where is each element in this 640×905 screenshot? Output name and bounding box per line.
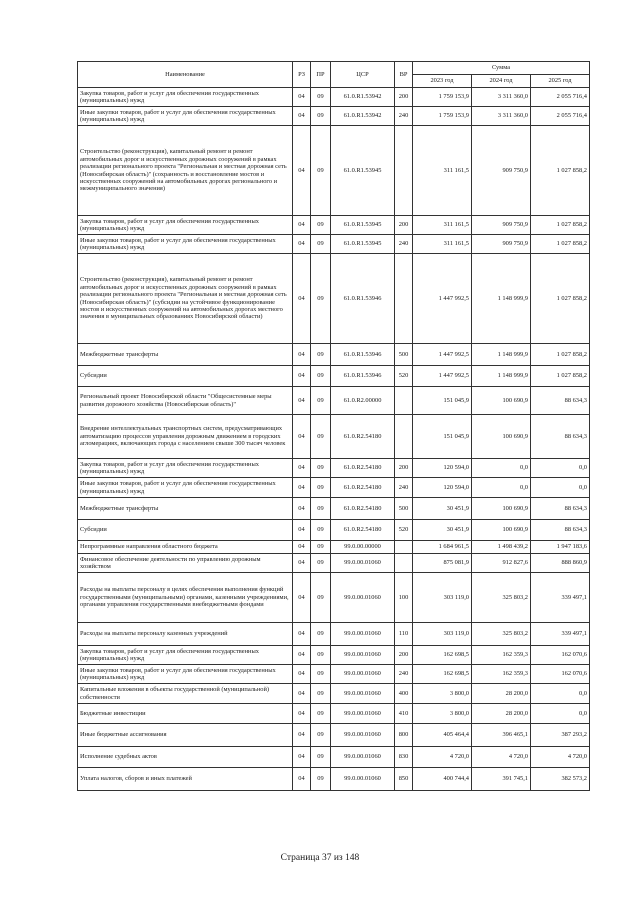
row-value-2024: 1 148 999,9 [472,366,531,387]
header-csr: ЦСР [331,62,395,88]
table-row [78,387,590,415]
row-name: Закупка товаров, работ и услуг для обеспечения государственных (муниципальных) нужд [78,88,293,107]
row-rz: 04 [293,554,311,573]
table-row [78,747,590,768]
row-vr: 410 [395,704,413,724]
row-rz: 04 [293,684,311,704]
row-value-2023: 30 451,9 [413,498,472,520]
row-value-2024: 3 311 360,0 [472,88,531,107]
row-csr: 99.0.00.01060 [331,623,395,646]
row-value-2025: 1 027 858,2 [531,126,590,216]
row-csr: 61.0.R1.53942 [331,88,395,107]
row-pr: 09 [311,724,331,747]
row-value-2025: 88 634,3 [531,415,590,459]
row-vr [395,126,413,216]
row-name: Иные закупки товаров, работ и услуг для обеспечения государственных (муниципальных) нужд [78,235,293,254]
row-value-2023: 162 698,5 [413,646,472,665]
row-value-2023: 311 161,5 [413,216,472,235]
row-csr: 61.0.R2.54180 [331,478,395,498]
row-pr: 09 [311,704,331,724]
row-value-2024: 909 750,9 [472,216,531,235]
table-row [78,768,590,791]
row-pr: 09 [311,623,331,646]
row-value-2024: 912 827,6 [472,554,531,573]
row-csr: 61.0.R2.54180 [331,498,395,520]
row-value-2025: 1 947 183,6 [531,541,590,554]
row-rz: 04 [293,344,311,366]
row-rz: 04 [293,541,311,554]
row-value-2023: 405 464,4 [413,724,472,747]
row-value-2024: 1 148 999,9 [472,344,531,366]
table-row [78,498,590,520]
table-row [78,554,590,573]
row-value-2025: 1 027 858,2 [531,344,590,366]
row-rz: 04 [293,254,311,344]
row-csr: 61.0.R1.53946 [331,254,395,344]
row-value-2025: 387 293,2 [531,724,590,747]
row-csr: 99.0.00.01060 [331,684,395,704]
row-rz: 04 [293,646,311,665]
row-value-2024: 1 148 999,9 [472,254,531,344]
row-value-2025: 88 634,3 [531,387,590,415]
row-pr: 09 [311,573,331,623]
header-2024: 2024 год [472,75,531,88]
row-csr: 99.0.00.01060 [331,768,395,791]
row-name: Исполнение судебных актов [78,747,293,768]
row-value-2025: 88 634,3 [531,498,590,520]
row-rz: 04 [293,520,311,541]
row-value-2023: 151 045,9 [413,415,472,459]
row-vr: 240 [395,665,413,684]
row-value-2024: 100 690,9 [472,498,531,520]
row-value-2023: 303 119,0 [413,623,472,646]
row-name: Строительство (реконструкция), капитальный ремонт и ремонт автомобильных дорог и искусственных дорожных сооружений в рамках реализации регионального проекта "Региональная и местная дорожная сеть (Новосибирская область)" (сохранность и восстановление мостов и искусственных сооружений на автомобильных дорогах регионального и межмуниципального значения) [78,126,293,216]
row-value-2023: 30 451,9 [413,520,472,541]
row-pr: 09 [311,88,331,107]
row-value-2024: 4 720,0 [472,747,531,768]
row-csr: 99.0.00.01060 [331,573,395,623]
row-value-2024: 100 690,9 [472,387,531,415]
header-name: Наименование [78,62,293,88]
row-vr: 240 [395,478,413,498]
row-csr: 61.0.R2.54180 [331,415,395,459]
row-pr: 09 [311,254,331,344]
page-number: Страница 37 из 148 [280,853,360,863]
table-row [78,88,590,107]
row-csr: 61.0.R1.53945 [331,126,395,216]
row-csr: 61.0.R1.53945 [331,216,395,235]
row-name: Расходы на выплаты персоналу в целях обеспечения выполнения функций государственными (муниципальными) органами, казенными учреждениями, органами управления государственными внебюджетными фондами [78,573,293,623]
row-pr: 09 [311,554,331,573]
row-value-2023: 303 119,0 [413,573,472,623]
row-name: Строительство (реконструкция), капитальный ремонт и ремонт автомобильных дорог и искусственных дорожных сооружений в рамках реализации регионального проекта "Региональная и местная дорожная сеть (Новосибирская область)" (субсидии на устойчивое функционирование мостов и искусственных сооружений на автомобильных дорогах местного значения в муниципальных образованиях Новосибирской области) [78,254,293,344]
row-name: Капитальные вложения в объекты государственной (муниципальной) собственности [78,684,293,704]
row-vr: 800 [395,724,413,747]
row-value-2024: 325 803,2 [472,573,531,623]
row-csr: 99.0.00.01060 [331,747,395,768]
row-pr: 09 [311,459,331,478]
row-pr: 09 [311,541,331,554]
table-row [78,573,590,623]
table-row [78,344,590,366]
table-row [78,623,590,646]
row-value-2023: 311 161,5 [413,126,472,216]
row-vr [395,554,413,573]
row-name: Расходы на выплаты персоналу казенных учреждений [78,623,293,646]
row-value-2024: 100 690,9 [472,415,531,459]
header-rz: РЗ [293,62,311,88]
row-csr: 99.0.00.00000 [331,541,395,554]
table-row [78,520,590,541]
row-csr: 99.0.00.01060 [331,704,395,724]
row-vr [395,415,413,459]
table-row [78,235,590,254]
row-value-2025: 0,0 [531,478,590,498]
row-vr: 240 [395,235,413,254]
row-value-2025: 88 634,3 [531,520,590,541]
row-value-2024: 909 750,9 [472,126,531,216]
row-csr: 61.0.R1.53946 [331,344,395,366]
row-pr: 09 [311,235,331,254]
row-value-2023: 1 759 153,9 [413,107,472,126]
table-row [78,107,590,126]
row-value-2025: 0,0 [531,704,590,724]
row-name: Иные закупки товаров, работ и услуг для обеспечения государственных (муниципальных) нужд [78,478,293,498]
row-value-2023: 120 594,0 [413,478,472,498]
row-csr: 99.0.00.01060 [331,665,395,684]
row-value-2023: 4 720,0 [413,747,472,768]
row-value-2025: 162 070,6 [531,665,590,684]
row-rz: 04 [293,768,311,791]
row-name: Иные закупки товаров, работ и услуг для обеспечения государственных (муниципальных) нужд [78,107,293,126]
row-pr: 09 [311,747,331,768]
row-pr: 09 [311,126,331,216]
row-vr: 830 [395,747,413,768]
row-rz: 04 [293,126,311,216]
row-csr: 61.0.R2.00000 [331,387,395,415]
row-rz: 04 [293,704,311,724]
row-vr [395,387,413,415]
row-vr: 520 [395,366,413,387]
row-value-2025: 0,0 [531,459,590,478]
row-value-2024: 162 359,3 [472,665,531,684]
row-csr: 99.0.00.01060 [331,646,395,665]
row-csr: 61.0.R2.54180 [331,459,395,478]
table-body [78,88,590,791]
row-pr: 09 [311,366,331,387]
row-value-2023: 3 800,0 [413,704,472,724]
row-vr: 110 [395,623,413,646]
row-rz: 04 [293,216,311,235]
row-value-2024: 162 359,3 [472,646,531,665]
row-value-2023: 3 800,0 [413,684,472,704]
row-value-2025: 339 497,1 [531,623,590,646]
row-value-2024: 3 311 360,0 [472,107,531,126]
row-rz: 04 [293,498,311,520]
table-row [78,459,590,478]
table-row [78,415,590,459]
header-pr: ПР [311,62,331,88]
row-name: Непрограммные направления областного бюджета [78,541,293,554]
row-value-2024: 909 750,9 [472,235,531,254]
row-name: Внедрение интеллектуальных транспортных систем, предусматривающих автоматизацию процессов управления дорожным движением в городских агломерациях, включающих города с населением свыше 300 тысяч человек [78,415,293,459]
row-pr: 09 [311,646,331,665]
row-vr [395,254,413,344]
row-value-2025: 382 573,2 [531,768,590,791]
row-pr: 09 [311,344,331,366]
row-value-2025: 1 027 858,2 [531,235,590,254]
row-value-2025: 1 027 858,2 [531,254,590,344]
table-row [78,126,590,216]
row-csr: 99.0.00.01060 [331,724,395,747]
row-pr: 09 [311,684,331,704]
row-rz: 04 [293,366,311,387]
row-vr: 500 [395,344,413,366]
row-value-2023: 875 081,9 [413,554,472,573]
row-value-2023: 120 594,0 [413,459,472,478]
row-name: Межбюджетные трансферты [78,498,293,520]
row-vr: 400 [395,684,413,704]
row-value-2023: 162 698,5 [413,665,472,684]
row-csr: 61.0.R1.53946 [331,366,395,387]
row-name: Закупка товаров, работ и услуг для обеспечения государственных (муниципальных) нужд [78,216,293,235]
table-row [78,665,590,684]
table-row [78,541,590,554]
row-value-2024: 0,0 [472,478,531,498]
header-sum: Сумма [413,62,590,75]
row-pr: 09 [311,107,331,126]
row-value-2024: 28 200,0 [472,704,531,724]
row-value-2024: 396 465,1 [472,724,531,747]
row-vr: 240 [395,107,413,126]
table-row [78,254,590,344]
row-vr: 100 [395,573,413,623]
row-name: Субсидии [78,366,293,387]
row-csr: 61.0.R2.54180 [331,520,395,541]
row-value-2025: 162 070,6 [531,646,590,665]
row-value-2023: 1 447 992,5 [413,366,472,387]
row-name: Закупка товаров, работ и услуг для обеспечения государственных (муниципальных) нужд [78,646,293,665]
table-row [78,684,590,704]
row-value-2023: 311 161,5 [413,235,472,254]
row-value-2023: 151 045,9 [413,387,472,415]
table-row [78,366,590,387]
row-vr: 200 [395,88,413,107]
row-value-2025: 0,0 [531,684,590,704]
row-pr: 09 [311,498,331,520]
row-pr: 09 [311,387,331,415]
row-rz: 04 [293,235,311,254]
budget-table [77,61,590,791]
row-rz: 04 [293,415,311,459]
row-rz: 04 [293,747,311,768]
row-pr: 09 [311,415,331,459]
row-value-2025: 2 055 716,4 [531,107,590,126]
row-vr: 850 [395,768,413,791]
row-vr [395,541,413,554]
row-name: Финансовое обеспечение деятельности по управлению дорожным хозяйством [78,554,293,573]
table-row [78,216,590,235]
row-csr: 99.0.00.01060 [331,554,395,573]
table-row [78,724,590,747]
row-rz: 04 [293,88,311,107]
row-value-2025: 1 027 858,2 [531,216,590,235]
row-rz: 04 [293,387,311,415]
row-pr: 09 [311,520,331,541]
row-value-2024: 391 745,1 [472,768,531,791]
row-name: Региональный проект Новосибирской области "Общесистемные меры развития дорожного хозяйства (Новосибирская область)" [78,387,293,415]
header-2025: 2025 год [531,75,590,88]
row-value-2023: 1 684 961,5 [413,541,472,554]
row-value-2024: 100 690,9 [472,520,531,541]
row-rz: 04 [293,478,311,498]
row-rz: 04 [293,459,311,478]
row-value-2023: 1 447 992,5 [413,344,472,366]
row-name: Иные бюджетные ассигнования [78,724,293,747]
row-rz: 04 [293,724,311,747]
row-rz: 04 [293,665,311,684]
table-row [78,646,590,665]
row-value-2024: 325 803,2 [472,623,531,646]
row-rz: 04 [293,107,311,126]
row-value-2025: 2 055 716,4 [531,88,590,107]
row-vr: 500 [395,498,413,520]
row-pr: 09 [311,665,331,684]
row-csr: 61.0.R1.53942 [331,107,395,126]
row-value-2025: 339 497,1 [531,573,590,623]
header-vr: ВР [395,62,413,88]
row-pr: 09 [311,768,331,791]
row-name: Бюджетные инвестиции [78,704,293,724]
row-csr: 61.0.R1.53945 [331,235,395,254]
table-row [78,704,590,724]
row-value-2023: 1 447 992,5 [413,254,472,344]
row-value-2025: 4 720,0 [531,747,590,768]
row-value-2024: 1 498 439,2 [472,541,531,554]
row-rz: 04 [293,623,311,646]
header-2023: 2023 год [413,75,472,88]
row-name: Закупка товаров, работ и услуг для обеспечения государственных (муниципальных) нужд [78,459,293,478]
row-name: Иные закупки товаров, работ и услуг для обеспечения государственных (муниципальных) нужд [78,665,293,684]
row-name: Субсидии [78,520,293,541]
row-name: Межбюджетные трансферты [78,344,293,366]
row-rz: 04 [293,573,311,623]
row-value-2025: 888 860,9 [531,554,590,573]
row-value-2023: 1 759 153,9 [413,88,472,107]
row-vr: 200 [395,216,413,235]
row-value-2024: 28 200,0 [472,684,531,704]
row-vr: 200 [395,459,413,478]
row-vr: 520 [395,520,413,541]
row-value-2025: 1 027 858,2 [531,366,590,387]
row-pr: 09 [311,216,331,235]
row-vr: 200 [395,646,413,665]
table-row [78,478,590,498]
row-value-2023: 400 744,4 [413,768,472,791]
row-pr: 09 [311,478,331,498]
row-value-2024: 0,0 [472,459,531,478]
row-name: Уплата налогов, сборов и иных платежей [78,768,293,791]
